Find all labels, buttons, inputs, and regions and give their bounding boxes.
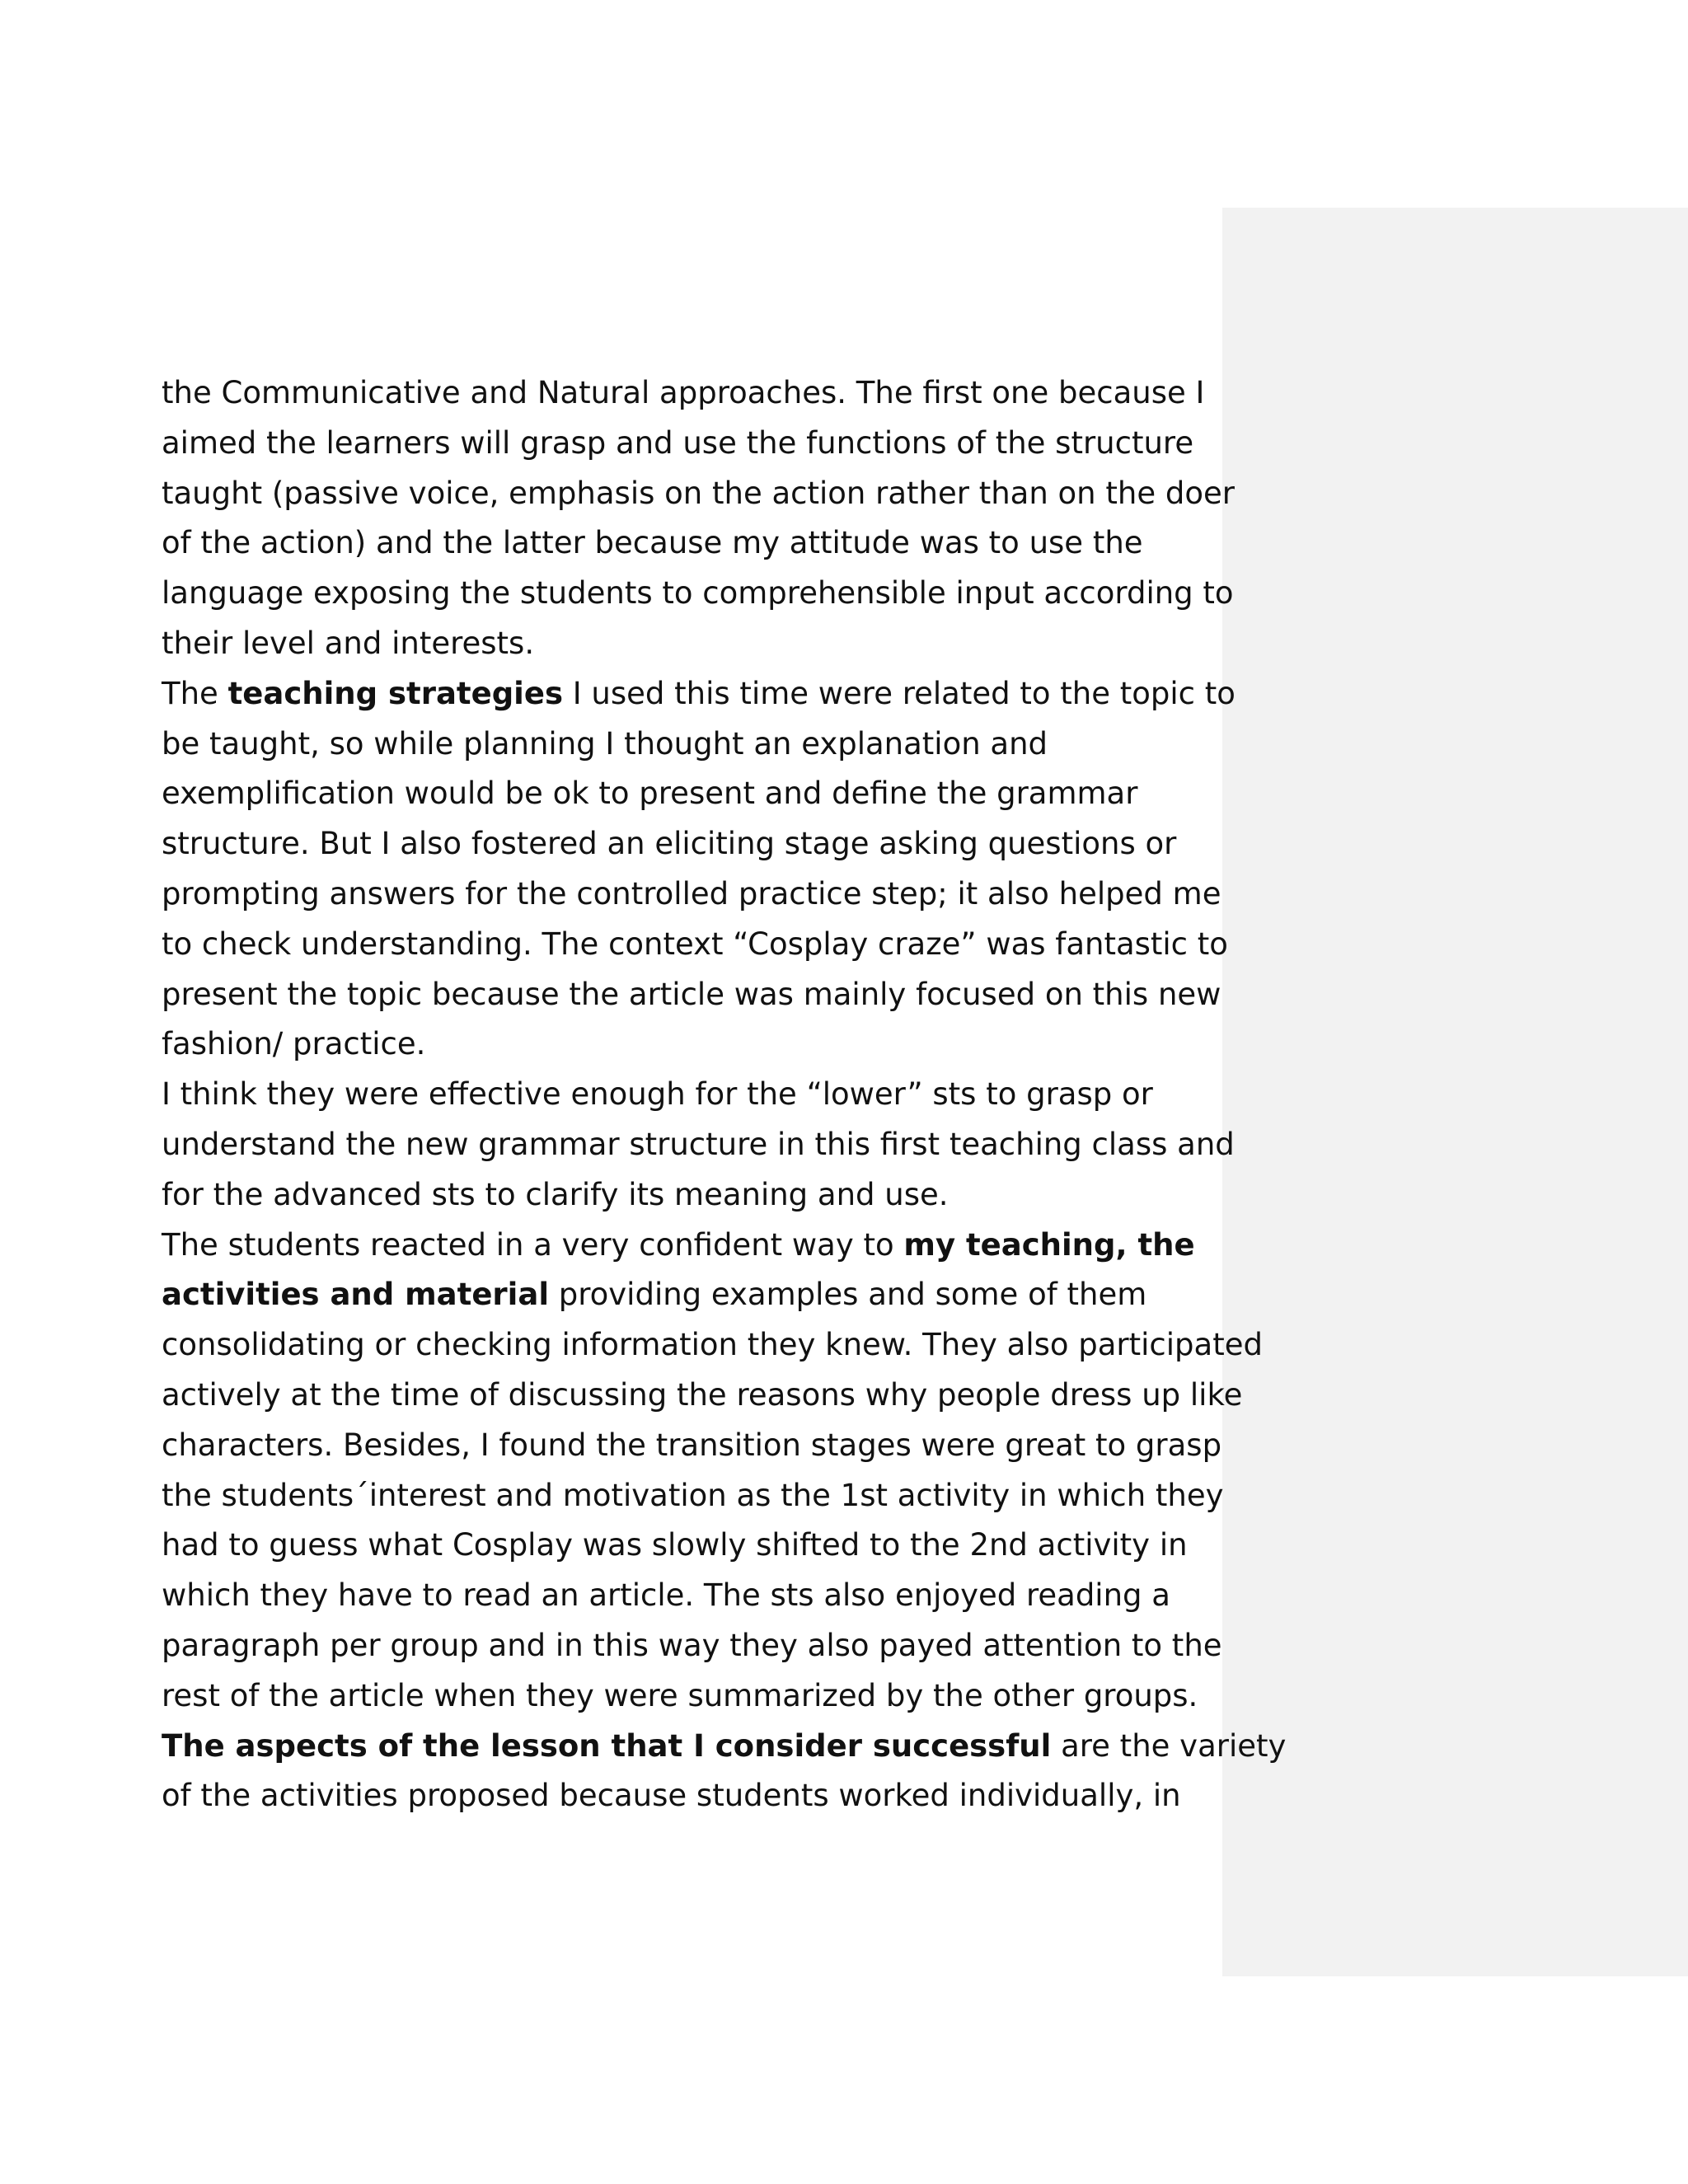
text-segment: be taught, so while planning I thought an explanation and	[162, 725, 1048, 762]
text-segment: language exposing the students to comprehensible input according to	[162, 575, 1234, 612]
text-segment: consolidating or checking information they knew. They also participated	[162, 1327, 1263, 1363]
text-segment: of the activities proposed because students worked individually, in	[162, 1778, 1181, 1814]
text-line	[162, 1421, 1225, 1471]
comment-pane	[1222, 208, 1688, 1976]
text-line	[162, 669, 1236, 719]
text-line	[162, 1621, 1225, 1671]
text-line	[162, 469, 1235, 519]
text-line	[162, 1221, 1225, 1271]
text-line	[162, 869, 1225, 920]
bold-text-segment: teaching strategies	[227, 675, 563, 711]
text-segment: paragraph per group and in this way they also payed attention to the	[162, 1627, 1222, 1663]
text-segment: fashion/ practice.	[162, 1026, 426, 1062]
text-segment: providing examples and some of them	[549, 1277, 1147, 1313]
text-line	[162, 1070, 1225, 1120]
text-segment: exemplification would be ok to present and define the grammar	[162, 776, 1138, 812]
bold-text-segment: activities and material	[162, 1277, 549, 1313]
text-line	[162, 619, 1225, 669]
text-segment: I used this time were related to the topic to	[562, 675, 1236, 711]
document-body-text	[162, 368, 1287, 1821]
text-segment: to check understanding. The context “Cosplay craze” was fantastic to	[162, 926, 1228, 962]
text-segment: had to guess what Cosplay was slowly shifted to the 2nd activity in	[162, 1527, 1188, 1563]
text-line	[162, 1320, 1263, 1371]
text-segment: structure. But I also fostered an eliciting stage asking questions or	[162, 826, 1177, 862]
text-segment: which they have to read an article. The sts also enjoyed reading a	[162, 1577, 1170, 1614]
text-line	[162, 518, 1225, 569]
text-line	[162, 719, 1225, 770]
text-line	[162, 1671, 1225, 1722]
text-line	[162, 1771, 1225, 1821]
text-line	[162, 819, 1225, 869]
text-line	[162, 769, 1225, 819]
text-segment: for the advanced sts to clarify its meaning and use.	[162, 1176, 949, 1212]
text-segment: of the action) and the latter because my attitude was to use the	[162, 525, 1143, 561]
text-line	[162, 1170, 1225, 1221]
text-line	[162, 970, 1225, 1020]
text-line	[162, 569, 1234, 619]
text-line	[162, 1019, 1225, 1070]
text-segment: characters. Besides, I found the transition stages were great to grasp	[162, 1427, 1222, 1463]
text-line	[162, 1571, 1225, 1621]
text-segment: I think they were effective enough for the “lower” sts to grasp or	[162, 1076, 1153, 1113]
text-segment: aimed the learners will grasp and use the functions of the structure	[162, 424, 1194, 461]
text-line	[162, 419, 1225, 469]
text-segment: their level and interests.	[162, 625, 535, 661]
text-segment: present the topic because the article was mainly focused on this new	[162, 976, 1221, 1012]
text-segment: taught (passive voice, emphasis on the action rather than on the doer	[162, 475, 1235, 511]
text-segment: prompting answers for the controlled practice step; it also helped me	[162, 875, 1221, 912]
text-segment: are the variety	[1051, 1727, 1287, 1764]
bold-text-segment: The aspects of the lesson that I consider successful	[162, 1727, 1052, 1764]
text-segment: the Communicative and Natural approaches. The first one because I	[162, 375, 1205, 410]
text-segment: actively at the time of discussing the reasons why people dress up like	[162, 1376, 1243, 1413]
text-line	[162, 368, 1225, 419]
text-segment: understand the new grammar structure in this first teaching class and	[162, 1126, 1235, 1162]
text-line	[162, 1270, 1225, 1320]
text-segment: The	[162, 675, 228, 711]
text-line	[162, 1722, 1287, 1772]
text-segment: the students´interest and motivation as the 1st activity in which they	[162, 1477, 1224, 1513]
text-segment: rest of the article when they were summarized by the other groups.	[162, 1677, 1198, 1713]
text-line	[162, 920, 1228, 970]
text-line	[162, 1521, 1225, 1571]
bold-text-segment: my teaching, the	[903, 1226, 1195, 1263]
text-line	[162, 1120, 1235, 1170]
text-line	[162, 1371, 1243, 1421]
text-line	[162, 1471, 1225, 1521]
text-segment: The students reacted in a very confident way to	[162, 1226, 904, 1263]
